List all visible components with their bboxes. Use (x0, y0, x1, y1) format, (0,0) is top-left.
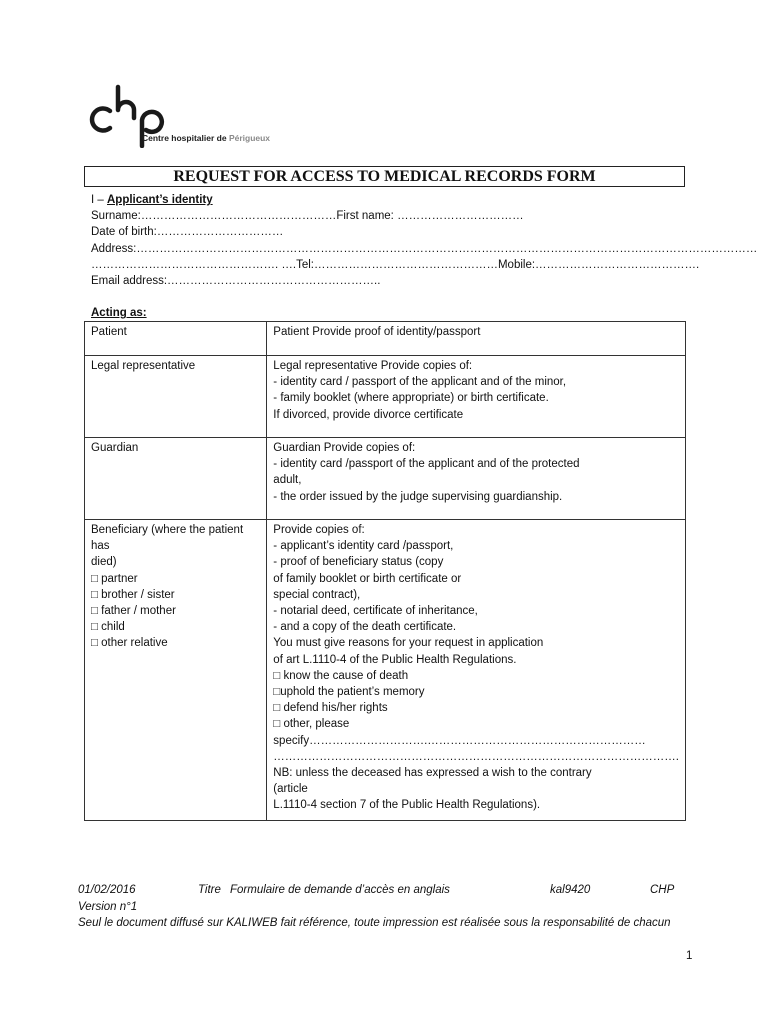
table-row (85, 356, 686, 438)
requirement-text: (article (273, 783, 308, 796)
address-field[interactable]: Address:……………………………………………………………………………………………………………………………………………… (91, 242, 758, 255)
email-field[interactable]: Email address:……………………………………………….. (91, 275, 381, 288)
requirement-text: You must give reasons for your request in application (273, 637, 544, 650)
rights-checkbox[interactable]: □ defend his/her rights (273, 702, 388, 715)
footer-version: Version n°1 (78, 900, 138, 913)
role-cell (85, 322, 267, 356)
other-reason-checkbox[interactable]: □ other, please (273, 718, 350, 731)
tel-mobile-field[interactable]: …………………………………………. ….Tel:…………………………………………Mobile:……………………………………. (91, 258, 700, 271)
requirement-text: - identity card /passport of the applicant and of the protected (273, 458, 580, 471)
requirement-cell (267, 520, 686, 821)
requirement-text: NB: unless the deceased has expressed a wish to the contrary (273, 767, 592, 780)
table-row (85, 520, 686, 821)
dob-field[interactable]: Date of birth:…………………………… (91, 226, 284, 239)
specify-field-continued[interactable]: ……………………………………………………………………………………………. (273, 750, 679, 763)
requirement-text: If divorced, provide divorce certificate (273, 408, 464, 421)
role-text: Patient (91, 326, 127, 338)
role-text: Guardian (91, 442, 139, 454)
requirement-text: Patient Provide proof of identity/passport (273, 326, 481, 338)
partner-checkbox[interactable]: □ partner (91, 572, 138, 585)
page-number: 1 (686, 950, 693, 962)
section-heading (91, 192, 757, 208)
section-prefix: I – (91, 194, 104, 206)
requirement-text: - the order issued by the judge supervising guardianship. (273, 490, 563, 503)
role-text: Legal representative (91, 360, 196, 372)
footer-meta-row (78, 882, 698, 899)
acting-as-heading: Acting as: (91, 307, 147, 319)
logo-name: Centre hospitalier de (142, 133, 227, 143)
document-footer (78, 882, 698, 932)
other-relative-checkbox[interactable]: □ other relative (91, 637, 168, 650)
requirement-text: Guardian Provide copies of: (273, 442, 416, 454)
requirement-text: adult, (273, 474, 302, 487)
requirement-text: - proof of beneficiary status (copy (273, 556, 444, 569)
requirement-text: - and a copy of the death certificate. (273, 621, 457, 634)
child-checkbox[interactable]: □ child (91, 621, 125, 634)
hospital-logo-text (142, 133, 270, 143)
role-text: died) (91, 556, 117, 569)
cause-of-death-checkbox[interactable]: □ know the cause of death (273, 669, 409, 682)
requirement-text: - family booklet (where appropriate) or birth certificate. (273, 392, 549, 405)
role-text: Beneficiary (where the patient has (91, 524, 244, 553)
requirement-cell (267, 356, 686, 438)
applicant-identity-section (91, 192, 757, 289)
logo-city: Périgueux (228, 133, 271, 143)
requirement-text: special contract), (273, 588, 361, 601)
sibling-checkbox[interactable]: □ brother / sister (91, 588, 175, 601)
section-label: Applicant’s identity (107, 194, 213, 206)
requirement-cell (267, 322, 686, 356)
memory-checkbox[interactable]: □uphold the patient’s memory (273, 686, 425, 699)
specify-field[interactable]: specify………………………….………………………………………………… (273, 734, 646, 747)
role-cell (85, 356, 267, 438)
surname-field[interactable]: Surname:……………………………………………First name: …………………………… (91, 210, 524, 223)
table-row (85, 322, 686, 356)
table-row (85, 438, 686, 520)
requirement-text: Legal representative Provide copies of: (273, 360, 473, 372)
requirement-text: - notarial deed, certificate of inheritance, (273, 605, 478, 618)
role-cell (85, 520, 267, 821)
requirement-text: - identity card / passport of the applicant and of the minor, (273, 376, 567, 389)
requirement-text: Provide copies of: (273, 524, 365, 536)
role-cell (85, 438, 267, 520)
requirement-text: L.1110-4 section 7 of the Public Health Regulations). (273, 799, 541, 812)
footer-titre-label: Titre (198, 884, 221, 896)
parent-checkbox[interactable]: □ father / mother (91, 605, 176, 618)
requirement-text: of art L.1110-4 of the Public Health Regulations. (273, 653, 517, 666)
footer-titre-value: Formulaire de demande d’accès en anglais (230, 884, 450, 896)
form-title: REQUEST FOR ACCESS TO MEDICAL RECORDS FORM (84, 166, 685, 187)
footer-date: 01/02/2016 (78, 884, 136, 896)
footer-org: CHP (650, 884, 675, 896)
requirement-text: - applicant’s identity card /passport, (273, 540, 454, 553)
requirement-cell (267, 438, 686, 520)
requirement-text: of family booklet or birth certificate or (273, 572, 462, 585)
footer-disclaimer: Seul le document diffusé sur KALIWEB fait référence, toute impression est réalisée sous la responsabilité de chacun (78, 917, 671, 929)
acting-as-table (84, 321, 686, 821)
footer-ref: kal9420 (550, 884, 591, 896)
